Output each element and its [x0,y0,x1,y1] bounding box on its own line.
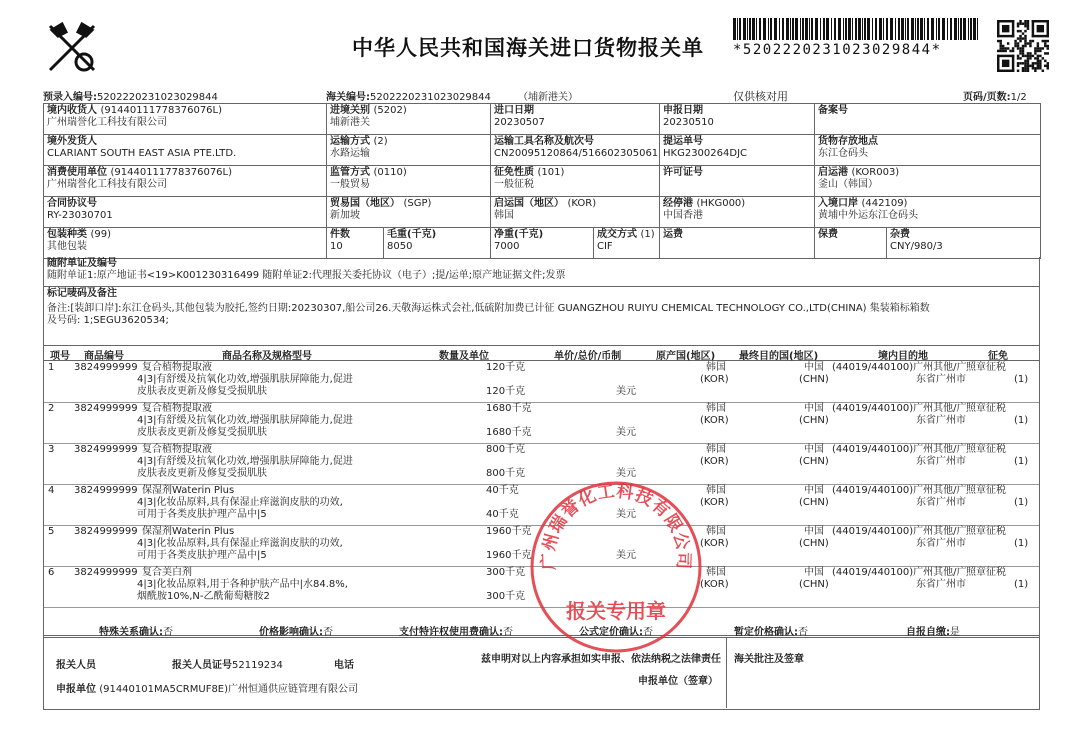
item-no: 2 [48,403,55,414]
license-cell: 许可证号 [660,166,815,197]
pre-entry-number: 520222023102302984​4 [97,92,218,103]
item-code: 3824999999 [74,403,138,414]
field-row-2 [44,135,1041,166]
storage-cell: 货物存放地点 东江仓码头 [815,135,1041,166]
misc-cell: 杂费 CNY/980/3 [887,228,1041,259]
field-row-4 [44,197,1041,228]
statement: 兹申明对以上内容承担如实申报、依法纳税之法律责任 [481,654,721,665]
item-spec-line2: 可用于各类皮肤护理产品中|5 [137,550,267,561]
entry-customs-cell: 进境关别 (5202) 埔新港关 [327,104,491,135]
marks-line-1: 备注:[装卸口岸]:东江仓码头,其他包装为胶托,签约日期:20230307,船公司26.天敬海运株式会社,低硫附加费已计征 GUANGZHOU RUIYU CHEMICAL TECHNOLOGY CO.,LTD(CHINA) 集装箱标箱数 [47,303,930,314]
item-name: 保湿剂Waterin Plus [142,485,235,496]
item-tax: 照章征税 [966,567,1006,578]
item-code: 3824999999 [74,444,138,455]
item-tax: 照章征税 [966,403,1006,414]
self-value: 是 [950,627,960,638]
item-qty: 120千克 [486,362,526,373]
declarant-label: 报关人员 [56,660,96,671]
item-currency: 美元 [616,550,636,561]
item-qty: 300千克 [486,567,526,578]
customs-emblem-icon [40,16,104,80]
item-domestic-1: (44019/440100)广州其他/广 [832,362,967,373]
item-qty: 40千克 [486,485,519,496]
item-domestic-1: (44019/440100)广州其他/广 [832,567,967,578]
item-spec-line1: 4|3|有舒缓及抗氧化功效,增强肌肤屏障能力,促进 [137,456,353,467]
item-qty: 1960千克 [486,526,532,537]
field-row-5 [44,228,1041,259]
item-name: 复合美白剂 [142,567,192,578]
item-origin-code: (KOR) [700,579,729,590]
item-currency: 美元 [616,509,636,520]
marks-line-2: 及号码: 1;SEGU3620534; [47,315,169,326]
signature-section [43,638,1040,710]
gross-cell: 毛重(千克) 8050 [384,228,491,259]
marks-section [43,287,1040,346]
item-origin: 韩国 [706,444,726,455]
shipper-cell: 境外发货人 CLARIANT SOUTH EAST ASIA PTE.LTD. [44,135,327,166]
item-currency: 美元 [616,427,636,438]
formula-value: 否 [643,627,653,638]
royalty-label: 支付特许权使用费确认: [399,627,503,638]
item-dest: 中国 [804,444,824,455]
item-name: 复合植物提取液 [142,444,212,455]
item-spec-line1: 4|3|化妆品原料,用于各种护肤产品中|水84.8%, [137,579,348,590]
trade-country-cell: 贸易国（地区） (SGP) 新加坡 [327,197,491,228]
item-tax-code: (1) [1014,374,1029,385]
supervision-cell: 监管方式 (0110) 一般贸易 [327,166,491,197]
item-qty-2: 1960千克 [486,550,532,561]
item-qty-2: 120千克 [486,386,526,397]
royalty-value: 否 [503,627,513,638]
goods-table [43,346,1040,636]
col-header-origin: 原产国(地区) [656,351,716,362]
declaration-fields-table [43,103,1041,259]
item-dest-code: (CHN) [799,456,829,467]
item-code: 3824999999 [74,526,138,537]
vessel-cell: 运输工具名称及航次号 CN20095120864/516602305061 [491,135,660,166]
item-domestic-2: 东省广州市 [916,497,966,508]
cert-label: 报关人员证号 [172,660,232,671]
item-code: 3824999999 [74,362,138,373]
item-dest: 中国 [804,485,824,496]
item-spec-line2: 烟酰胺10%,N-乙酰葡萄糖胺2 [137,591,270,602]
special-value: 否 [163,627,173,638]
item-dest: 中国 [804,403,824,414]
item-origin-code: (KOR) [700,415,729,426]
price-label: 价格影响确认: [259,627,323,638]
item-origin: 韩国 [706,485,726,496]
item-dest-code: (CHN) [799,497,829,508]
signature-divider [726,638,727,708]
item-dest-code: (CHN) [799,415,829,426]
tax-nature-cell: 征免性质 (101) 一般征税 [491,166,660,197]
copy-note: 仅供核对用 [733,90,788,103]
item-tax: 照章征税 [966,362,1006,373]
item-no: 5 [48,526,55,537]
goods-row [44,484,1039,526]
freight-cell: 运费 [660,228,815,259]
marks-label: 标记唛码及备注 [47,288,117,299]
package-cell: 包装种类 (99) 其他包装 [44,228,327,259]
item-no: 4 [48,485,55,496]
price-value: 否 [323,627,333,638]
item-qty-2: 300千克 [486,591,526,602]
net-cell: 净重(千克) 7000 [491,228,594,259]
documents-label: 随附单证及编号 [47,258,117,269]
item-dest: 中国 [804,362,824,373]
item-domestic-1: (44019/440100)广州其他/广 [832,444,967,455]
origin-country-cell: 启运国（地区） (KOR) 韩国 [491,197,660,228]
phone-label: 电话 [334,660,354,671]
pieces-cell: 件数 10 [327,228,384,259]
item-origin: 韩国 [706,526,726,537]
transit-port-cell: 经停港 (HKG000) 中国香港 [660,197,815,228]
item-spec-line2: 可用于各类皮肤护理产品中|5 [137,509,267,520]
item-origin: 韩国 [706,362,726,373]
col-header-no: 项号 [50,351,70,362]
item-tax-code: (1) [1014,579,1029,590]
item-name: 复合植物提取液 [142,403,212,414]
provisional-label: 暂定价格确认: [734,627,798,638]
cert-value: 52119234 [232,660,283,671]
port-note: （埔新港关） [518,92,578,103]
item-currency: 美元 [616,468,636,479]
col-header-price: 单价/总价/币制 [554,351,622,362]
item-tax-code: (1) [1014,415,1029,426]
record-no-cell: 备案号 [815,104,1041,135]
pre-entry-label: 预录入编号: [43,92,97,103]
unit-sign-label: 申报单位（签章） [638,676,718,687]
formula-label: 公式定价确认: [579,627,643,638]
item-domestic-1: (44019/440100)广州其他/广 [832,403,967,414]
col-header-domestic: 境内目的地 [878,351,928,362]
item-spec-line1: 4|3|有舒缓及抗氧化功效,增强肌肤屏障能力,促进 [137,374,353,385]
self-label: 自报自缴: [906,627,950,638]
item-no: 1 [48,362,55,373]
col-header-tax: 征免 [988,351,1008,362]
col-header-code: 商品编号 [84,351,124,362]
header-subrow [43,86,1043,102]
item-spec-line2: 皮肤表皮更新及修复受损肌肤 [137,386,267,397]
item-name: 复合植物提取液 [142,362,212,373]
col-header-dest: 最终目的国(地区) [739,351,819,362]
declare-date-cell: 申报日期 20230510 [660,104,815,135]
item-spec-line2: 皮肤表皮更新及修复受损肌肤 [137,468,267,479]
item-no: 6 [48,567,55,578]
item-domestic-2: 东省广州市 [916,579,966,590]
document-title: 中华人民共和国海关进口货物报关单 [352,36,704,60]
barcode-number: *520222023102302984​4* [733,42,942,58]
item-domestic-1: (44019/440100)广州其他/广 [832,526,967,537]
consignee-cell: 境内收货人 (91440111778376076L) 广州瑞誉化工科技有限公司 [44,104,327,135]
item-tax: 照章征税 [966,444,1006,455]
qr-code [997,20,1049,72]
page-label: 页码/页数: [963,92,1011,103]
goods-row [44,361,1039,403]
item-domestic-2: 东省广州市 [916,374,966,385]
documents-section [43,257,1040,287]
unit-code: (91440101MA5CRMUF8E) [99,684,229,695]
item-spec-line1: 4|3|化妆品原料,具有保湿止痒滋润皮肤的功效, [137,538,343,549]
item-qty: 1680千克 [486,403,532,414]
item-domestic-2: 东省广州市 [916,415,966,426]
item-currency: 美元 [616,386,636,397]
item-no: 3 [48,444,55,455]
item-dest-code: (CHN) [799,374,829,385]
item-domestic-2: 东省广州市 [916,456,966,467]
item-origin-code: (KOR) [700,497,729,508]
item-origin-code: (KOR) [700,538,729,549]
barcode [733,18,978,40]
item-dest: 中国 [804,567,824,578]
confirmation-row [43,620,1040,638]
item-tax-code: (1) [1014,538,1029,549]
item-spec-line1: 4|3|化妆品原料,具有保湿止痒滋润皮肤的功效, [137,497,343,508]
item-tax-code: (1) [1014,456,1029,467]
field-row-1 [44,104,1041,135]
document-header [0,0,1080,86]
deal-cell: 成交方式 (1) CIF [594,228,660,259]
unit-label: 申报单位 [56,684,96,695]
customs-annotation-label: 海关批注及签章 [734,654,804,665]
provisional-value: 否 [798,627,808,638]
item-qty-2: 800千克 [486,468,526,479]
item-dest-code: (CHN) [799,579,829,590]
goods-row [44,402,1039,444]
seal-purpose-text: 报关专用章 [566,599,666,623]
insurance-cell: 保费 [815,228,887,259]
user-cell: 消费使用单位 (91440111778376076L) 广州瑞誉化工科技有限公司 [44,166,327,197]
unit-name: 广州恒通供应链管理有限公司 [228,684,359,695]
item-code: 3824999999 [74,567,138,578]
item-domestic-2: 东省广州市 [916,538,966,549]
item-origin-code: (KOR) [700,374,729,385]
col-header-qty: 数量及单位 [439,351,489,362]
item-code: 3824999999 [74,485,138,496]
item-qty: 800千克 [486,444,526,455]
item-dest: 中国 [804,526,824,537]
bill-cell: 提运单号 HKG2300264DJC [660,135,815,166]
departure-port-cell: 启运港 (KOR003) 釜山（韩国） [815,166,1041,197]
item-dest-code: (CHN) [799,538,829,549]
special-label: 特殊关系确认: [99,627,163,638]
contract-cell: 合同协议号 RY-23030701 [44,197,327,228]
item-domestic-1: (44019/440100)广州其他/广 [832,485,967,496]
item-spec-line1: 4|3|有舒缓及抗氧化功效,增强肌肤屏障能力,促进 [137,415,353,426]
col-header-name: 商品名称及规格型号 [222,351,312,362]
customs-number: 520222023102302984​4 [370,92,491,103]
field-row-3 [44,166,1041,197]
import-date-cell: 进口日期 20230507 [491,104,660,135]
item-origin-code: (KOR) [700,456,729,467]
item-qty-2: 40千克 [486,509,519,520]
item-qty-2: 1680千克 [486,427,532,438]
documents-text: 随附单证1:原产地证书<19>K001230316499 随附单证2:代理报关委托协议（电子）;提/运单;原产地证据文件;发票 [47,270,566,281]
goods-row [44,443,1039,485]
customs-no-label: 海关编号: [326,92,370,103]
goods-row [44,525,1039,567]
item-tax: 照章征税 [966,485,1006,496]
page-value: 1/2 [1010,92,1027,103]
item-spec-line2: 皮肤表皮更新及修复受损肌肤 [137,427,267,438]
goods-row [44,566,1039,608]
goods-header-row [44,346,1039,361]
item-origin: 韩国 [706,567,726,578]
item-tax: 照章征税 [966,526,1006,537]
item-origin: 韩国 [706,403,726,414]
item-tax-code: (1) [1014,497,1029,508]
entry-port-cell: 入境口岸 (442109) 黄埔中外运东江仓码头 [815,197,1041,228]
item-name: 保湿剂Waterin Plus [142,526,235,537]
transport-mode-cell: 运输方式 (2) 水路运输 [327,135,491,166]
seal-company-text: 广州瑞誉化工科技有限公司 [538,481,694,571]
